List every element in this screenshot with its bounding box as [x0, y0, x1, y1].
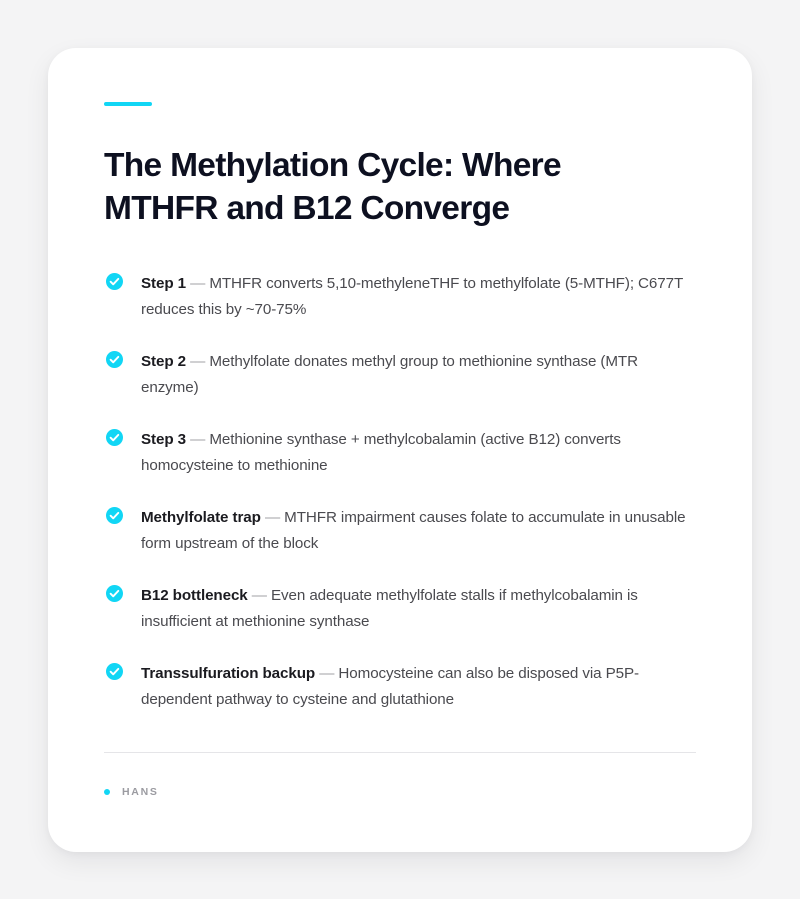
list-item [104, 271, 696, 323]
list-item-dash: — [190, 275, 206, 292]
card-footer [104, 786, 696, 798]
check-circle-icon [106, 429, 123, 446]
list-item-lead: Methylfolate trap [141, 509, 261, 526]
check-circle-icon [106, 273, 123, 290]
list-item-body: Even adequate methylfolate stalls if methylcobalamin is insufficient at methionine synthase [141, 587, 638, 630]
accent-bar [104, 102, 152, 106]
list-item-text [141, 271, 696, 323]
list-item-lead: B12 bottleneck [141, 587, 248, 604]
footer-brand-label: HANS [122, 786, 159, 798]
list-item-lead: Transsulfuration backup [141, 665, 316, 682]
list-item-dash: — [251, 587, 267, 604]
list-item-dash: — [190, 353, 206, 370]
list-item-text [141, 583, 696, 635]
list-item-dash: — [264, 509, 281, 526]
bullet-dot-icon [104, 789, 110, 795]
list-item-text [141, 661, 696, 713]
content-card [48, 48, 752, 852]
list-item-body: Methylfolate donates methyl group to methionine synthase (MTR enzyme) [141, 353, 638, 396]
list-item [104, 349, 696, 401]
list-item-dash: — [190, 431, 206, 448]
list-item-body: MTHFR converts 5,10-methyleneTHF to methylfolate (5-MTHF); C677T reduces this by ~70-75% [141, 275, 683, 318]
page-title: The Methylation Cycle: Where MTHFR and B12 Converge [104, 147, 561, 227]
list-item [104, 583, 696, 635]
list-item [104, 427, 696, 479]
check-circle-icon [106, 351, 123, 368]
list-item-lead: Step 1 [141, 275, 186, 292]
list-item-text [141, 427, 696, 479]
list-item [104, 661, 696, 713]
list-item-dash: — [319, 665, 335, 682]
list-item-lead: Step 2 [141, 353, 186, 370]
footer-divider [104, 752, 696, 753]
list-item-body: Methionine synthase + methylcobalamin (active B12) converts homocysteine to methionine [141, 431, 621, 474]
list-item [104, 505, 696, 557]
card-body [104, 102, 696, 798]
list-item-body: MTHFR impairment causes folate to accumulate in unusable form upstream of the block [141, 509, 686, 552]
list-item-lead: Step 3 [141, 431, 186, 448]
check-circle-icon [106, 663, 123, 680]
bullet-list [104, 271, 696, 713]
list-item-body: Homocysteine can also be disposed via P5P-dependent pathway to cysteine and glutathione [141, 665, 639, 708]
list-item-text [141, 505, 696, 557]
check-circle-icon [106, 507, 123, 524]
check-circle-icon [106, 585, 123, 602]
list-item-text [141, 349, 696, 401]
